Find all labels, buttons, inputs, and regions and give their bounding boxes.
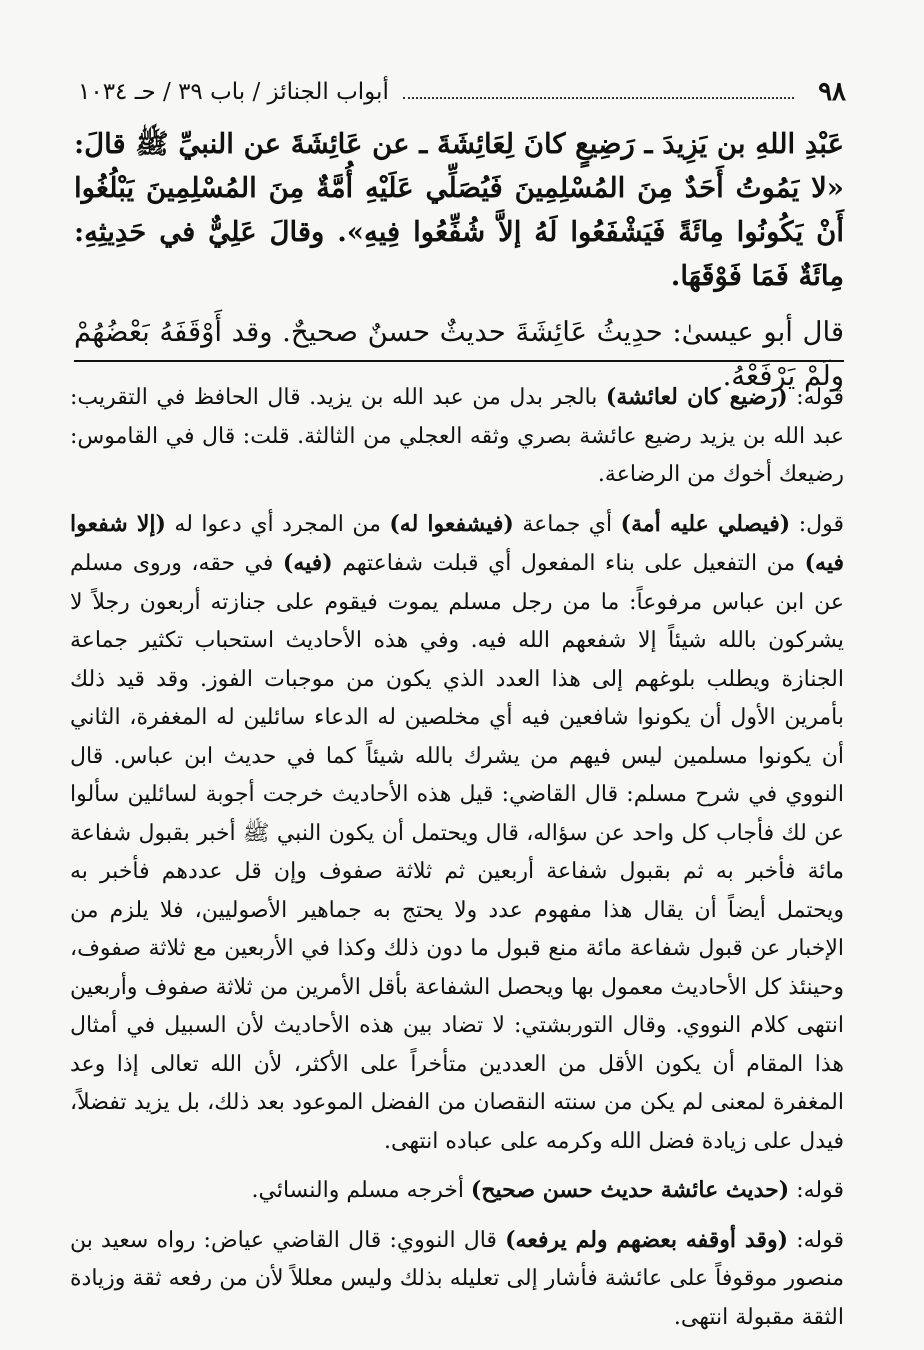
commentary-paragraph-3: [70, 1171, 844, 1211]
quoted-phrase: (فيه): [282, 550, 333, 576]
explanation: قال النووي: قال القاضي عياض: رواه سعيد بن منصور موقوفاً على عائشة فأشار إلى تعليله بذلك وليس معللاً لأن من رفعه ثقة وزيادة الثقة مقبولة انتهى.: [70, 1227, 844, 1330]
explanation: من المجرد أي دعوا له: [165, 511, 390, 537]
explanation: أخرجه مسلم والنسائي.: [251, 1178, 471, 1203]
hadith-paragraph: عَبْدِ اللهِ بن يَزِيدَ ـ رَضِيعٍ كانَ لِعَائِشَةَ ـ عن عَائِشَةَ عن النبيِّ ﷺ قالَ: «لا يَمُوتُ أَحَدٌ مِنَ المُسْلِمِينَ فَيُصَلِّي عَلَيْهِ أُمَّةٌ مِنَ المُسْلِمِينَ يَبْلُغُوا أَنْ يَكُونُوا مِائَةً فَيَشْفَعُوا لَهُ إلاَّ شُفِّعُوا فِيهِ». وقالَ عَلِيٌّ في حَدِيثِهِ: مِائَةٌ فَمَا فَوْقَهَا.: [74, 128, 844, 292]
hadith-text: [74, 122, 844, 398]
commentary-paragraph-2: [70, 505, 844, 1162]
explanation: من التفعيل على بناء المفعول أي قبلت شفاعتهم: [332, 551, 805, 576]
explanation: بالجر بدل من عبد الله بن يزيد. قال الحافظ في التقريب: عبد الله بن يزيد رضيع عائشة بصري وثقه العجلي من الثالثة. قلت: قال في القاموس: رضيعك أخوك من الرضاعة.: [70, 385, 844, 487]
dotted-leader: [403, 97, 794, 99]
quoted-phrase: (فيشفعوا له): [389, 510, 514, 537]
quoted-phrase: (وقد أوقفه بعضهم ولم يرفعه): [505, 1226, 789, 1253]
commentary: [70, 378, 844, 1337]
explanation: في حقه، وروى مسلم عن ابن عباس مرفوعاً: ما من رجل مسلم يموت فيقوم على جنازته أربعون رجلاً لا يشركون بالله شيئاً إلا شفعهم الله فيه. وفي هذه الأحاديث استحباب تكثير جماعة الجنازة ويطلب بلوغهم إلى هذا العدد الذي يكون من موجبات الفوز. وقد قيد ذلك بأمرين الأول أن يكونوا شافعين فيه أي مخلصين له الدعاء سائلين له المغفرة، الثاني أن يكونوا مسلمين ليس فيهم من يشرك بالله شيئاً كما في حديث ابن عباس. قال النووي في شرح مسلم: قال القاضي: قيل هذه الأحاديث خرجت أجوبة لسائلين سألوا عن لك فأجاب كل واحد عن سؤاله، قال ويحتمل أن يكون النبي ﷺ أخبر بقبول شفاعة مائة فأخبر به ثم بقبول شفاعة أربعين ثم ثلاثة صفوف وإن قل عددهم فأخبر به ويحتمل أيضاً أن يقال هذا مفهوم عدد ولا يحتج به جماهير الأصوليين، فلا يلزم من الإخبار عن قبول شفاعة مائة منع قبول ما دون ذلك وكذا في الأربعين مع ثلاثة صفوف، وحينئذ كل الأحاديث معمول بها ويحصل الشفاعة بأقل الأمرين من ثلاثة صفوف وأربعين انتهى كلام النووي. وقال التوربشتي: لا تضاد بين هذه الأحاديث لأن السبيل في أمثال هذا المقام أن يكون الأقل من العددين متأخراً على الأكثر، لأن الله تعالى إذا وعد المغفرة لمعنى لم يكن من سنته النقصان من الفضل الموعود بعد ذلك، بل يزيد تفضلاً، فيدل على زيادة فضل الله وكرمه على عباده انتهى.: [70, 551, 845, 1154]
commentary-paragraph-4: [70, 1221, 844, 1338]
explanation: أي جماعة: [513, 511, 621, 537]
quoted-phrase: (حديث عائشة حديث حسن صحيح): [470, 1177, 790, 1203]
intro: قوله:: [789, 1178, 844, 1203]
commentary-paragraph-1: [70, 378, 844, 495]
page-number: ٩٨: [818, 77, 846, 107]
intro: قول:: [790, 511, 844, 537]
tirmidhi-ruling: قال أبو عيسىٰ: حدِيثُ عَائِشَةَ حديثٌ حسنٌ صحيحٌ. وقد أَوْقَفَهُ بَعْضُهُمْ ولَمْ يَرْفَعْهُ.: [74, 316, 844, 392]
quoted-phrase: (رضيع كان لعائشة): [605, 384, 788, 410]
intro: قوله:: [787, 385, 844, 410]
quoted-phrase: (فيصلي عليه أمة): [620, 510, 791, 537]
page-header: [78, 72, 846, 112]
running-title: أبواب الجنائز / باب ٣٩ / حـ ١٠٣٤: [78, 79, 389, 105]
quoted-phrase: (إلا شفعوا فيه): [70, 510, 844, 576]
intro: قوله:: [788, 1227, 844, 1253]
footnote-divider: [74, 360, 844, 362]
